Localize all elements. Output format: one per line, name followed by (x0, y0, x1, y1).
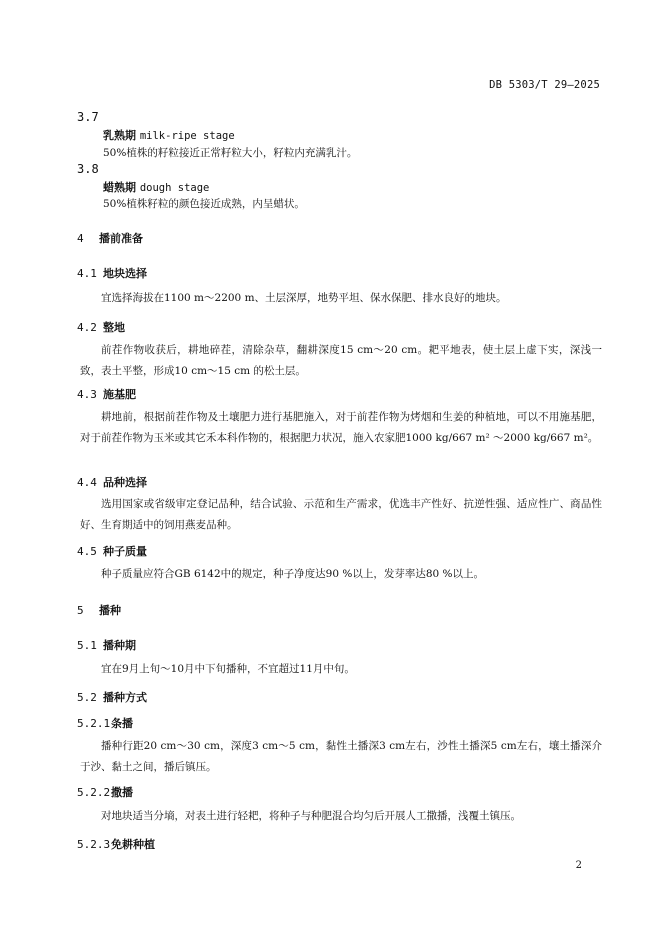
term-name-en: dough stage (139, 182, 210, 194)
section-heading: 4.2 整地 (77, 321, 125, 334)
section-heading: 5.1 播种期 (77, 639, 136, 652)
term-number: 3.7 (77, 110, 99, 124)
section-paragraph: 选用国家或省级审定登记品种，结合试验、示范和生产需求，优选丰产性好、抗逆性强、适应性广、商品性好、生育期适中的饲用燕麦品种。 (80, 498, 602, 531)
term-number: 3.8 (77, 162, 99, 176)
term-name-zh: 蜡熟期 (103, 181, 136, 194)
section-paragraph: 对地块适当分墒，对表土进行轻耙，将种子与种肥混合均匀后开展人工撒播，浅覆土镇压。 (101, 810, 521, 822)
term-name (103, 179, 209, 195)
section-heading: 5.2 播种方式 (77, 691, 147, 704)
section-heading: 4.5 种子质量 (77, 545, 147, 558)
section-heading: 5.2.3免耕种植 (77, 838, 155, 851)
section-paragraph: 耕地前，根据前茬作物及土壤肥力进行基肥施入，对于前茬作物为烤烟和生姜的种植地，可以不用施基肥，对于前茬作物为玉米或其它禾本科作物的，根据肥力状况，施入农家肥1000 kg/667 m² ～2000 kg/667 m²。 (80, 411, 602, 444)
term-name-en: milk-ripe stage (139, 130, 235, 142)
standard-code: DB 5303/T 29—2025 (489, 79, 600, 91)
section-heading: 5 播种 (77, 604, 121, 617)
term-definition: 50%植株的籽粒接近正常籽粒大小，籽粒内充满乳汁。 (103, 147, 358, 159)
term-name (103, 127, 235, 143)
section-paragraph: 前茬作物收获后，耕地碎茬，清除杂草，翻耕深度15 cm～20 cm。耙平地表，使土层上虚下实，深浅一致，表土平整，形成10 cm～15 cm 的松土层。 (80, 344, 602, 377)
section-paragraph: 宜选择海拔在1100 m～2200 m、土层深厚，地势平坦、保水保肥、排水良好的地块。 (101, 292, 507, 304)
term-name-zh: 乳熟期 (103, 129, 136, 142)
section-paragraph: 播种行距20 cm～30 cm，深度3 cm～5 cm，黏性土播深3 cm左右，沙性土播深5 cm左右，壤土播深介于沙、黏土之间，播后镇压。 (80, 740, 602, 773)
section-paragraph: 宜在9月上旬～10月中下旬播种，不宜超过11月中旬。 (101, 663, 355, 675)
term-definition: 50%植株籽粒的颜色接近成熟，内呈蜡状。 (103, 198, 305, 210)
section-paragraph: 种子质量应符合GB 6142中的规定，种子净度达90 %以上，发芽率达80 %以上。 (101, 568, 485, 580)
section-heading: 4 播前准备 (77, 232, 143, 245)
section-heading: 4.4 品种选择 (77, 476, 147, 489)
section-heading: 4.3 施基肥 (77, 388, 136, 401)
section-heading: 5.2.2撒播 (77, 786, 133, 799)
section-heading: 5.2.1条播 (77, 717, 133, 730)
section-heading: 4.1 地块选择 (77, 267, 147, 280)
page-number: 2 (575, 860, 582, 871)
